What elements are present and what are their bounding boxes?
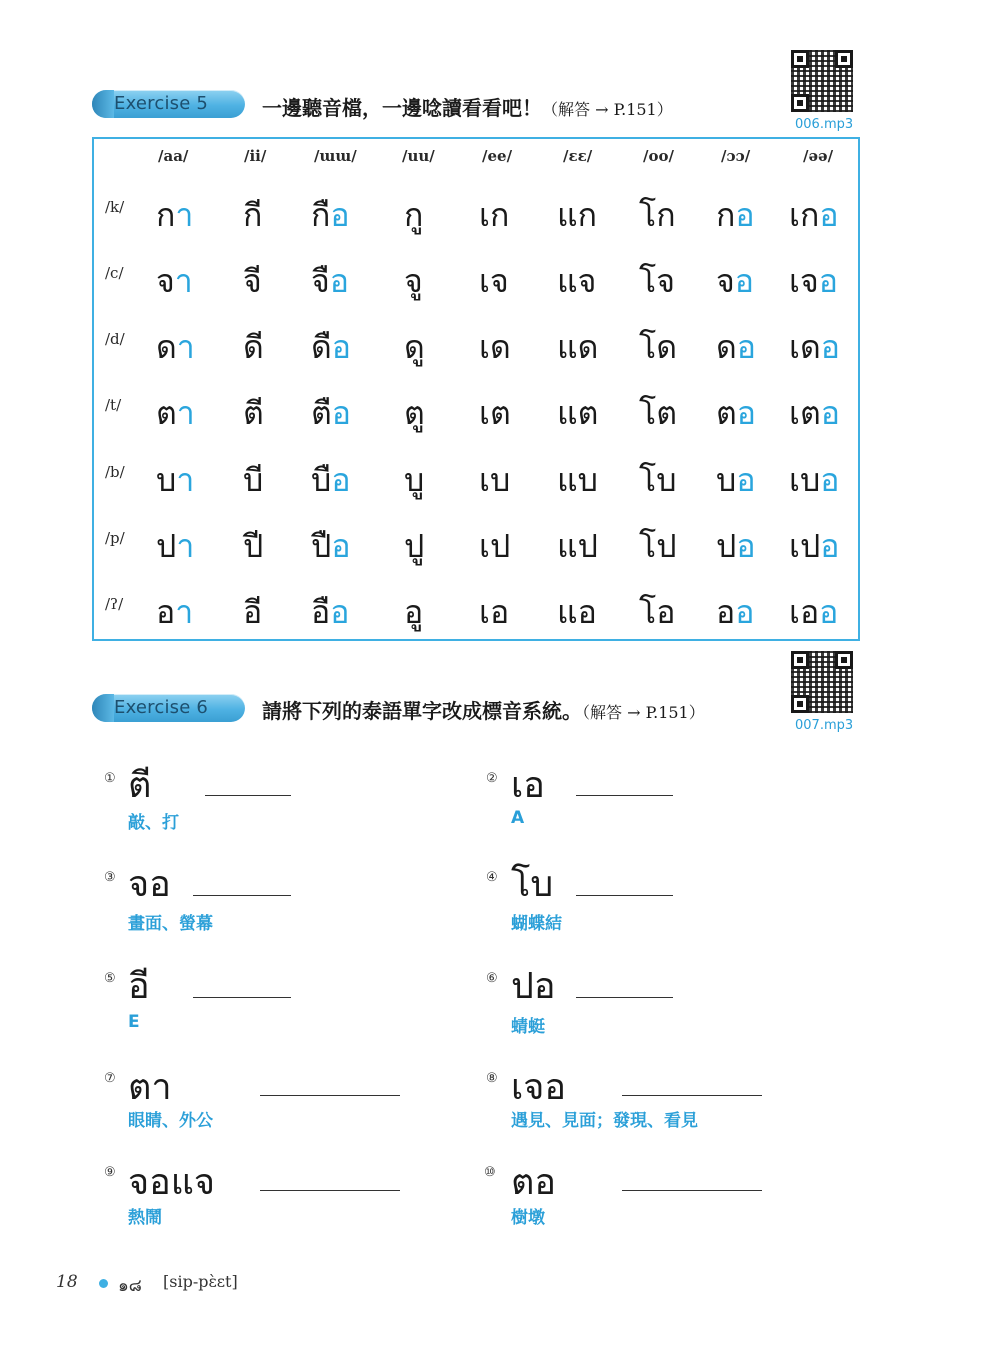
consonant-part: อู — [404, 593, 424, 631]
consonant-part: กื — [311, 196, 331, 234]
consonant-part: จู — [404, 262, 423, 300]
page-number-thai: ๑๘ — [118, 1276, 142, 1296]
syllable-cell — [404, 521, 424, 572]
consonant-part: ด — [156, 328, 177, 366]
item-number: ⑨ — [104, 1165, 116, 1180]
syllable-cell — [404, 455, 424, 506]
syllable-cell — [639, 190, 676, 241]
item-gloss: A — [511, 808, 525, 828]
consonant-part: ปี — [243, 527, 264, 565]
vowel-part: อ — [331, 394, 351, 432]
consonant-part: เบ — [789, 461, 821, 499]
vowel-part: า — [175, 593, 194, 631]
consonant-part: บู — [404, 461, 425, 499]
exercise6-badge — [92, 694, 245, 722]
vowel-part: อ — [735, 593, 755, 631]
consonant-part: แด — [557, 328, 599, 366]
item-number: ① — [104, 771, 116, 786]
item-thai-word: เอ — [511, 765, 545, 806]
consonant-part: ตื — [311, 394, 332, 432]
syllable-cell — [243, 256, 262, 307]
vowel-part: อ — [330, 593, 350, 631]
vowel-part: อ — [820, 328, 840, 366]
item-number: ⑧ — [486, 1071, 498, 1086]
vowel-part: อ — [820, 461, 840, 499]
syllable-cell — [789, 455, 839, 506]
row-header: /b/ — [105, 463, 125, 481]
syllable-cell — [716, 521, 756, 572]
syllable-cell — [404, 388, 425, 439]
syllable-cell — [404, 587, 423, 638]
consonant-part: แจ — [557, 262, 597, 300]
syllable-cell — [716, 256, 754, 307]
consonant-part: แอ — [557, 593, 597, 631]
syllable-cell — [789, 521, 839, 572]
item-thai-word: ปอ — [511, 966, 556, 1007]
vowel-part: อ — [735, 196, 755, 234]
consonant-part: เต — [479, 394, 511, 432]
item-thai-word: ตอ — [511, 1162, 556, 1203]
column-header: /oo/ — [643, 147, 674, 165]
syllable-cell — [311, 256, 349, 307]
syllable-cell — [479, 388, 511, 439]
exercise6-label: Exercise 6 — [114, 697, 209, 718]
row-header: /c/ — [105, 264, 124, 282]
syllable-cell — [557, 521, 598, 572]
syllable-cell — [789, 388, 840, 439]
consonant-part: เป — [789, 527, 821, 565]
syllable-cell — [243, 322, 264, 373]
syllable-cell — [789, 190, 839, 241]
consonant-part: บ — [716, 461, 737, 499]
syllable-cell — [716, 190, 755, 241]
syllable-cell — [557, 587, 597, 638]
consonant-part: ก — [156, 196, 176, 234]
answer-blank[interactable] — [260, 1190, 400, 1191]
syllable-cell — [156, 190, 193, 241]
consonant-part: อื — [311, 593, 331, 631]
syllable-cell — [156, 587, 193, 638]
exercise6-instruction: 請將下列的泰語單字改成標音系統。（解答 → P.151） — [262, 699, 705, 723]
syllable-cell — [311, 521, 351, 572]
syllable-cell — [479, 190, 509, 241]
syllable-cell — [557, 322, 598, 373]
page-number: 18 — [56, 1272, 78, 1292]
syllable-cell — [639, 256, 675, 307]
vowel-part: อ — [819, 196, 839, 234]
vowel-part: อ — [331, 527, 351, 565]
answer-blank[interactable] — [576, 895, 673, 896]
consonant-part: เจ — [479, 262, 509, 300]
syllable-cell — [716, 455, 756, 506]
item-number: ⑥ — [486, 971, 498, 986]
consonant-part: ตี — [243, 394, 264, 432]
syllable-cell — [404, 190, 423, 241]
syllable-cell — [716, 388, 756, 439]
column-header: /ɯɯ/ — [314, 147, 357, 165]
consonant-part: เป — [479, 527, 511, 565]
syllable-cell — [557, 190, 597, 241]
syllable-cell — [311, 190, 350, 241]
consonant-part: จ — [156, 262, 175, 300]
column-header: /ɔɔ/ — [721, 147, 751, 165]
item-thai-word: ตี — [128, 765, 152, 806]
row-header: /k/ — [105, 198, 125, 216]
item-gloss: 眼睛、外公 — [128, 1111, 213, 1131]
item-thai-word: เจอ — [511, 1067, 567, 1108]
vowel-part: อ — [330, 196, 350, 234]
item-gloss: E — [128, 1012, 140, 1032]
consonant-part: แก — [557, 196, 597, 234]
consonant-part: โก — [639, 196, 676, 234]
vowel-part: อ — [736, 328, 756, 366]
syllable-cell — [243, 587, 262, 638]
consonant-part: ดี — [243, 328, 264, 366]
syllable-cell — [479, 521, 510, 572]
consonant-part: กู — [404, 196, 424, 234]
syllable-cell — [404, 256, 423, 307]
consonant-part: เอ — [479, 593, 510, 631]
row-header: /t/ — [105, 396, 122, 414]
column-header: /aa/ — [158, 147, 189, 165]
answer-blank[interactable] — [193, 895, 291, 896]
column-header: /ɛɛ/ — [563, 147, 593, 165]
item-gloss: 遇見、見面；發現、看見 — [511, 1111, 698, 1131]
syllable-cell — [311, 455, 351, 506]
syllable-cell — [789, 587, 838, 638]
vowel-part: า — [176, 461, 195, 499]
consonant-part: เอ — [789, 593, 820, 631]
consonant-part: จ — [716, 262, 735, 300]
answer-blank[interactable] — [205, 795, 291, 796]
consonant-part: โอ — [639, 593, 676, 631]
consonant-part: โจ — [639, 262, 675, 300]
item-thai-word: อี — [128, 966, 150, 1007]
vowel-part: อ — [329, 262, 349, 300]
answer-blank[interactable] — [193, 997, 291, 998]
answer-blank[interactable] — [576, 997, 673, 998]
consonant-part: เด — [789, 328, 821, 366]
answer-blank[interactable] — [622, 1095, 762, 1096]
syllable-cell — [639, 322, 677, 373]
item-number: ⑩ — [484, 1165, 496, 1180]
vowel-part: อ — [819, 593, 839, 631]
syllable-cell — [404, 322, 425, 373]
row-header: /p/ — [105, 529, 125, 547]
syllable-cell — [789, 322, 840, 373]
syllable-cell — [557, 388, 598, 439]
consonant-part: จี — [243, 262, 262, 300]
syllable-cell — [243, 521, 263, 572]
item-thai-word: จอ — [128, 864, 171, 905]
item-gloss: 熱鬧 — [128, 1208, 162, 1228]
consonant-part: เจ — [789, 262, 819, 300]
qr-code-icon[interactable] — [791, 50, 853, 112]
qr-code-icon[interactable] — [791, 651, 853, 713]
column-header: /uu/ — [402, 147, 435, 165]
answer-blank[interactable] — [622, 1190, 762, 1191]
vowel-part: า — [176, 527, 195, 565]
consonant-part: ต — [716, 394, 737, 432]
syllable-cell — [243, 455, 263, 506]
consonant-part: บ — [156, 461, 177, 499]
exercise5-audio-label[interactable]: 006.mp3 — [795, 117, 854, 132]
syllable-cell — [243, 190, 262, 241]
consonant-part: ดู — [404, 328, 425, 366]
item-number: ⑤ — [104, 971, 116, 986]
item-thai-word: จอแจ — [128, 1162, 216, 1203]
item-thai-word: โบ — [511, 864, 554, 905]
consonant-part: ก — [716, 196, 736, 234]
syllable-cell — [639, 521, 677, 572]
row-header: /d/ — [105, 330, 125, 348]
syllable-cell — [156, 388, 195, 439]
vowel-part: า — [176, 394, 195, 432]
page-number-romanization: [sip-pɛ̀ɛt] — [163, 1272, 238, 1291]
item-thai-word: ตา — [128, 1067, 172, 1108]
consonant-part: เด — [479, 328, 511, 366]
vowel-part: อ — [736, 527, 756, 565]
syllable-cell — [243, 388, 264, 439]
exercise6-answer-ref: （解答 → P.151） — [582, 703, 705, 722]
exercise5-label: Exercise 5 — [114, 93, 209, 114]
answer-blank[interactable] — [576, 795, 673, 796]
vowel-part: อ — [818, 262, 838, 300]
consonant-part: เก — [789, 196, 820, 234]
consonant-part: แต — [557, 394, 599, 432]
consonant-part: ปื — [311, 527, 332, 565]
exercise5-instruction: 一邊聽音檔，一邊唸讀看看吧！（解答 → P.151） — [262, 96, 673, 120]
consonant-part: โต — [639, 394, 677, 432]
consonant-part: แป — [557, 527, 598, 565]
item-number: ④ — [486, 870, 498, 885]
consonant-part: บี — [243, 461, 264, 499]
syllable-cell — [639, 455, 677, 506]
consonant-part: ต — [156, 394, 177, 432]
syllable-cell — [479, 322, 511, 373]
vowel-part: อ — [331, 328, 351, 366]
consonant-part: บื — [311, 461, 332, 499]
vowel-part: อ — [734, 262, 754, 300]
vowel-part: า — [175, 196, 194, 234]
answer-blank[interactable] — [260, 1095, 400, 1096]
vowel-part: อ — [820, 527, 840, 565]
consonant-part: ป — [716, 527, 737, 565]
vowel-part: อ — [331, 461, 351, 499]
consonant-part: กี — [243, 196, 263, 234]
syllable-cell — [557, 455, 598, 506]
syllable-cell — [479, 455, 510, 506]
column-header: /ee/ — [482, 147, 513, 165]
vowel-part: อ — [820, 394, 840, 432]
syllable-cell — [557, 256, 596, 307]
item-gloss: 蜻蜓 — [511, 1017, 545, 1037]
consonant-part: โป — [639, 527, 677, 565]
row-header: /ʔ/ — [105, 595, 124, 613]
syllable-cell — [639, 388, 677, 439]
column-header: /əə/ — [803, 147, 834, 165]
syllable-cell — [789, 256, 838, 307]
consonant-part: แบ — [557, 461, 598, 499]
consonant-part: ปู — [404, 527, 425, 565]
item-number: ⑦ — [104, 1071, 116, 1086]
syllable-cell — [479, 256, 509, 307]
syllable-cell — [311, 388, 351, 439]
consonant-part: ดื — [311, 328, 332, 366]
exercise6-audio-label[interactable]: 007.mp3 — [795, 718, 854, 733]
syllable-cell — [156, 256, 193, 307]
syllable-cell — [156, 521, 194, 572]
consonant-part: เบ — [479, 461, 511, 499]
consonant-part: อ — [716, 593, 736, 631]
vowel-part: า — [174, 262, 193, 300]
consonant-part: ตู — [404, 394, 425, 432]
consonant-part: ป — [156, 527, 177, 565]
syllable-cell — [479, 587, 509, 638]
consonant-part: เก — [479, 196, 510, 234]
consonant-part: โด — [639, 328, 677, 366]
vowel-part: อ — [736, 461, 756, 499]
consonant-part: โบ — [639, 461, 677, 499]
footer-dot-icon — [99, 1279, 108, 1288]
item-gloss: 蝴蝶結 — [511, 914, 562, 934]
item-gloss: 敲、打 — [128, 813, 179, 833]
consonant-part: จื — [311, 262, 330, 300]
consonant-part: อ — [156, 593, 176, 631]
exercise5-badge — [92, 90, 245, 118]
syllable-cell — [716, 587, 754, 638]
vowel-part: อ — [736, 394, 756, 432]
item-number: ② — [486, 771, 498, 786]
vowel-part: า — [176, 328, 195, 366]
syllable-cell — [716, 322, 756, 373]
column-header: /ii/ — [244, 147, 267, 165]
consonant-part: ด — [716, 328, 737, 366]
syllable-cell — [311, 587, 349, 638]
consonant-part: เต — [789, 394, 821, 432]
syllable-cell — [639, 587, 675, 638]
consonant-part: อี — [243, 593, 263, 631]
item-gloss: 樹墩 — [511, 1208, 545, 1228]
item-number: ③ — [104, 870, 116, 885]
syllable-cell — [311, 322, 351, 373]
syllable-cell — [156, 322, 195, 373]
exercise5-answer-ref: （解答 → P.151） — [542, 100, 673, 119]
syllable-cell — [156, 455, 194, 506]
item-gloss: 畫面、螢幕 — [128, 914, 213, 934]
